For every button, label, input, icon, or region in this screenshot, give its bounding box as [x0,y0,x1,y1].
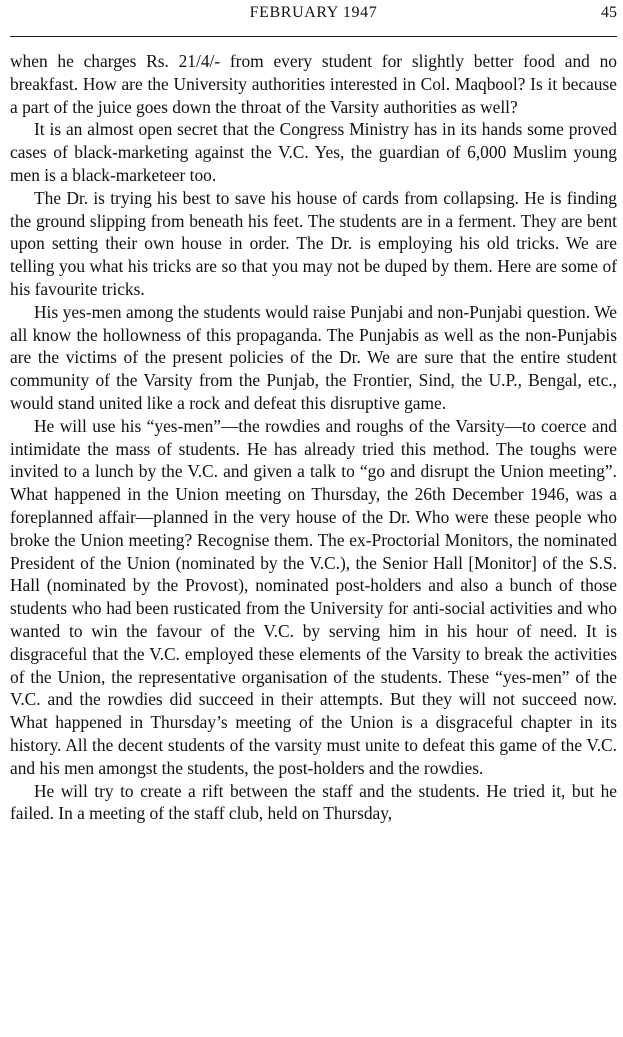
page-number: 45 [601,4,617,21]
paragraph-4: His yes-men among the students would raise Punjabi and non-Punjabi question. We all know the hollowness of this propaganda. The Punjabis as well as the non-Punjabis are the victims of the present policies of the Dr. We are sure that the entire student community of the Varsity from the Punjab, the Frontier, Sind, the U.P., Bengal, etc., would stand united like a rock and defeat this disruptive game. [10,301,617,413]
running-title: FEBRUARY 1947 [249,4,378,21]
paragraph-1: when he charges Rs. 21/4/- from every student for slightly better food and no breakfast. How are the University authorities interested in Col. Maqbool? Is it because a part of the juice goes down the throat of the Varsity authorities as well? [10,51,617,117]
header-rule [10,36,617,37]
paragraph-5: He will use his “yes-men”—the rowdies and roughs of the Varsity—to coerce and intimidate the mass of students. He has already tried this method. The toughs were invited to a lunch by the V.C. and given a talk to “go and disrupt the Union meeting”. What happened in the Union meeting on Thursday, the 26th December 1946, was a foreplanned affair—planned in the very house of the Dr. Who were these people who broke the Union meeting? Recognise them. The ex-Proctorial Monitors, the nominated President of the Union (nominated by the V.C.), the Senior Hall [Monitor] of the S.S. Hall (nominated by the Provost), nominated post-holders and also a bunch of those students who had been rusticated from the University for anti-social activities and who wanted to win the favour of the V.C. by serving him in his hour of need. It is disgraceful that the V.C. employed these elements of the Varsity to break the activities of the Union, the representative organisation of the students. These “yes-men” of the V.C. and the rowdies did succeed in their attempts. But they will not succeed now. What happened in Thursday’s meeting of the Union is a disgraceful chapter in its history. All the decent students of the varsity must unite to defeat this game of the V.C. and his men amongst the students, the post-holders and the rowdies. [10,415,617,778]
paragraph-6: He will try to create a rift between the staff and the students. He tried it, but he failed. In a meeting of the staff club, held on Thursday, [10,780,617,824]
paragraph-2: It is an almost open secret that the Congress Ministry has in its hands some proved cases of black-marketing against the V.C. Yes, the guardian of 6,000 Muslim young men is a black-marketeer too. [10,119,617,185]
paragraph-3: The Dr. is trying his best to save his house of cards from collapsing. He is finding the ground slipping from beneath his feet. The students are in a ferment. They are bent upon setting their own house in order. The Dr. is employing his old tricks. We are telling you what his tricks are so that you may not be duped by them. Here are some of his favourite tricks. [10,187,617,299]
page-header [10,4,617,28]
body-text [10,50,617,825]
